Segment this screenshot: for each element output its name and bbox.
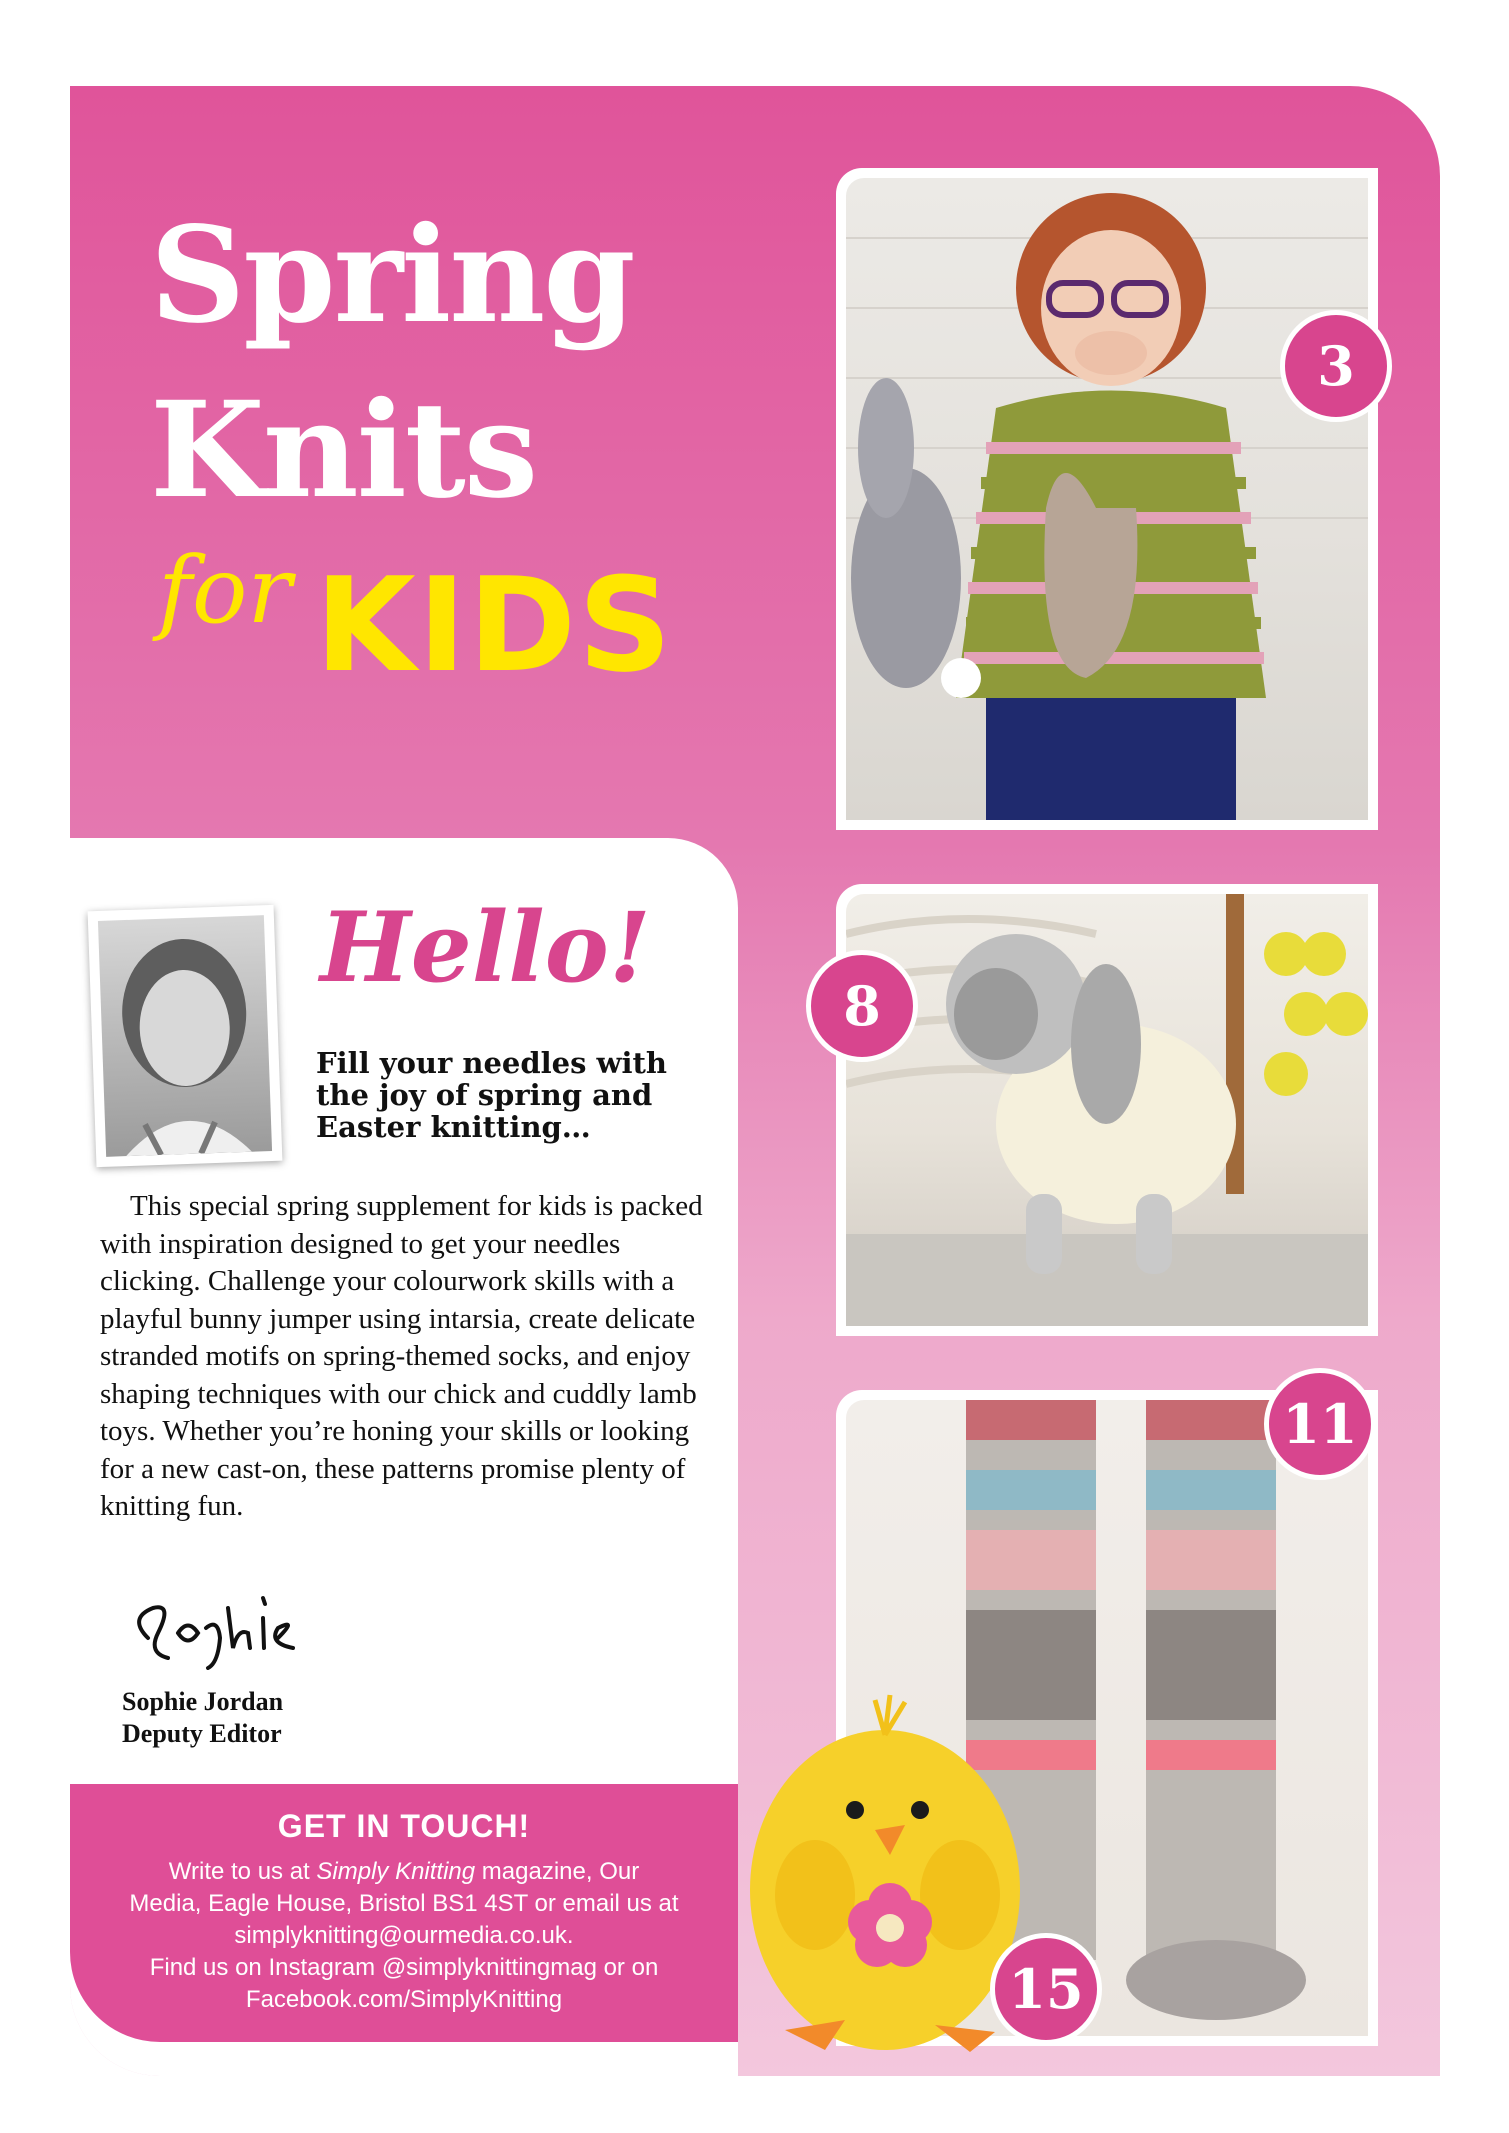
hello-heading: Hello!	[320, 891, 651, 1004]
intro-subhead: Fill your needles with the joy of spring and Easter knitting…	[316, 1046, 668, 1144]
page-badge-11: 11	[1264, 1368, 1376, 1480]
lamb-illustration	[846, 894, 1368, 1326]
editor-portrait	[88, 905, 283, 1167]
contact-instagram[interactable]: Find us on Instagram @simplyknittingmag or on	[149, 1954, 659, 1981]
signature	[128, 1578, 318, 1670]
page-badge-3: 3	[1280, 310, 1392, 422]
jumper-illustration	[846, 178, 1368, 820]
contact-email[interactable]: simplyknitting@ourmedia.co.uk.	[234, 1922, 574, 1949]
contact-line-1-prefix: Write to us at	[168, 1858, 317, 1885]
contact-box	[70, 1784, 738, 2042]
jumper-photo	[836, 168, 1378, 830]
title-for: for	[158, 537, 292, 644]
editor-name: Sophie Jordan	[122, 1687, 284, 1716]
contact-facebook[interactable]: Facebook.com/SimplyKnitting	[245, 1986, 563, 2013]
title-spring: Spring	[150, 198, 634, 353]
intro-body: This special spring supplement for kids is packed with inspiration designed to get your needles clicking. Challenge your colourwork skills with a playful bunny jumper using intarsia, create delicate stranded motifs on spring-themed socks, and enjoy shaping techniques with our chick and cuddly lamb toys. Whether you’re honing your skills or looking for a new cast-on, these patterns promise plenty of knitting fun.	[100, 1190, 703, 1522]
contact-line-1-suffix: magazine, Our	[475, 1858, 640, 1885]
lamb-photo	[836, 884, 1378, 1336]
editor-role: Deputy Editor	[122, 1719, 282, 1748]
title-knits: Knits	[150, 373, 537, 528]
contact-line-2: Media, Eagle House, Bristol BS1 4ST or email us at	[129, 1890, 679, 1917]
page-badge-15: 15	[990, 1933, 1102, 2045]
page-badge-8: 8	[806, 950, 918, 1062]
contact-line-1	[70, 1860, 738, 1884]
magazine-name: Simply Knitting	[316, 1858, 476, 1885]
editor-avatar	[98, 915, 272, 1157]
title-kids: KIDS	[315, 549, 674, 701]
contact-title: GET IN TOUCH!	[277, 1808, 531, 1844]
